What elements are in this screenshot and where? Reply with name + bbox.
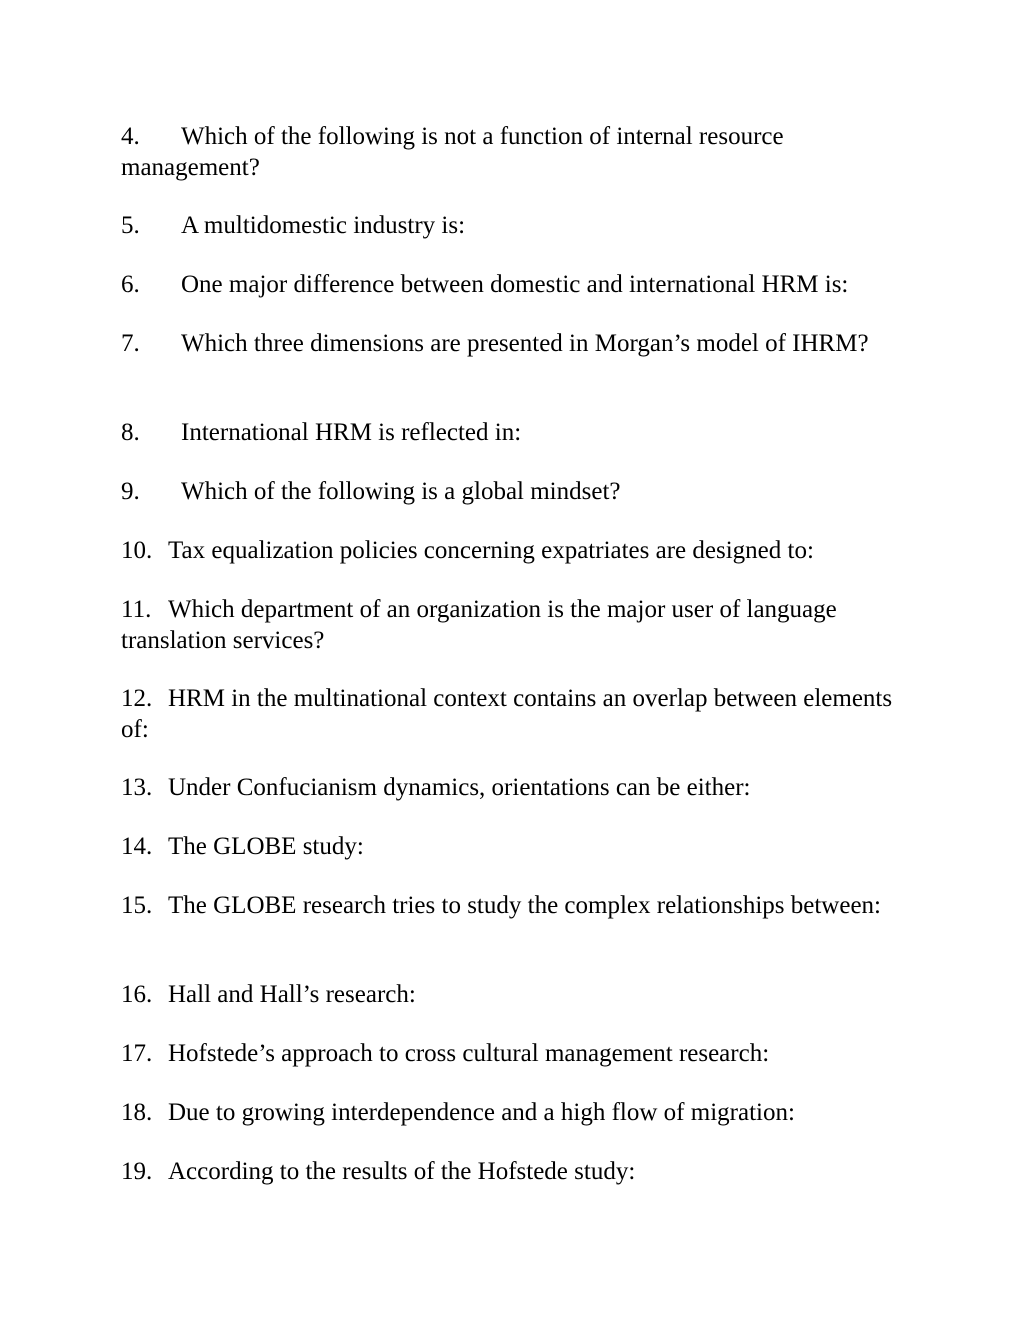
question-number: 5.	[121, 212, 140, 239]
question-text: HRM in the multinational context contains an overlap between elements of:	[121, 685, 893, 743]
question-text: Hall and Hall’s research:	[168, 981, 416, 1008]
question-item	[121, 772, 911, 803]
question-number: 14.	[121, 833, 153, 860]
question-text: According to the results of the Hofstede study:	[168, 1158, 636, 1185]
question-text: International HRM is reflected in:	[181, 419, 522, 446]
question-number: 6.	[121, 271, 140, 298]
question-number: 19.	[121, 1158, 153, 1185]
question-number: 15.	[121, 892, 153, 919]
question-number: 10.	[121, 537, 153, 564]
question-text: The GLOBE research tries to study the complex relationships between:	[168, 892, 881, 919]
question-number: 13.	[121, 774, 153, 801]
question-item	[121, 328, 911, 359]
question-text: Which department of an organization is the major user of language translation services?	[121, 596, 837, 654]
question-text: Tax equalization policies concerning expatriates are designed to:	[168, 537, 814, 564]
question-item	[121, 594, 911, 656]
question-item	[121, 1097, 911, 1128]
question-text: Which of the following is a global mindset?	[181, 478, 621, 505]
question-item	[121, 979, 911, 1010]
question-number: 18.	[121, 1099, 153, 1126]
question-number: 7.	[121, 330, 140, 357]
question-item	[121, 890, 911, 921]
question-number: 4.	[121, 123, 140, 150]
question-text: Due to growing interdependence and a high flow of migration:	[168, 1099, 795, 1126]
question-item	[121, 1156, 911, 1187]
question-text: The GLOBE study:	[168, 833, 364, 860]
question-number: 11.	[121, 596, 152, 623]
question-number: 9.	[121, 478, 140, 505]
question-text: Which three dimensions are presented in Morgan’s model of IHRM?	[181, 330, 869, 357]
question-item	[121, 210, 911, 241]
question-text: One major difference between domestic and international HRM is:	[181, 271, 849, 298]
question-number: 17.	[121, 1040, 153, 1067]
question-item	[121, 535, 911, 566]
question-text: A multidomestic industry is:	[181, 212, 466, 239]
question-number: 12.	[121, 685, 153, 712]
question-item	[121, 269, 911, 300]
question-text: Under Confucianism dynamics, orientations can be either:	[168, 774, 751, 801]
question-text: Which of the following is not a function of internal resource management?	[121, 123, 784, 181]
question-item	[121, 831, 911, 862]
question-item	[121, 683, 911, 745]
question-item	[121, 417, 911, 448]
question-item	[121, 1038, 911, 1069]
question-number: 16.	[121, 981, 153, 1008]
question-item	[121, 121, 911, 183]
question-text: Hofstede’s approach to cross cultural management research:	[168, 1040, 770, 1067]
question-number: 8.	[121, 419, 140, 446]
question-item	[121, 476, 911, 507]
